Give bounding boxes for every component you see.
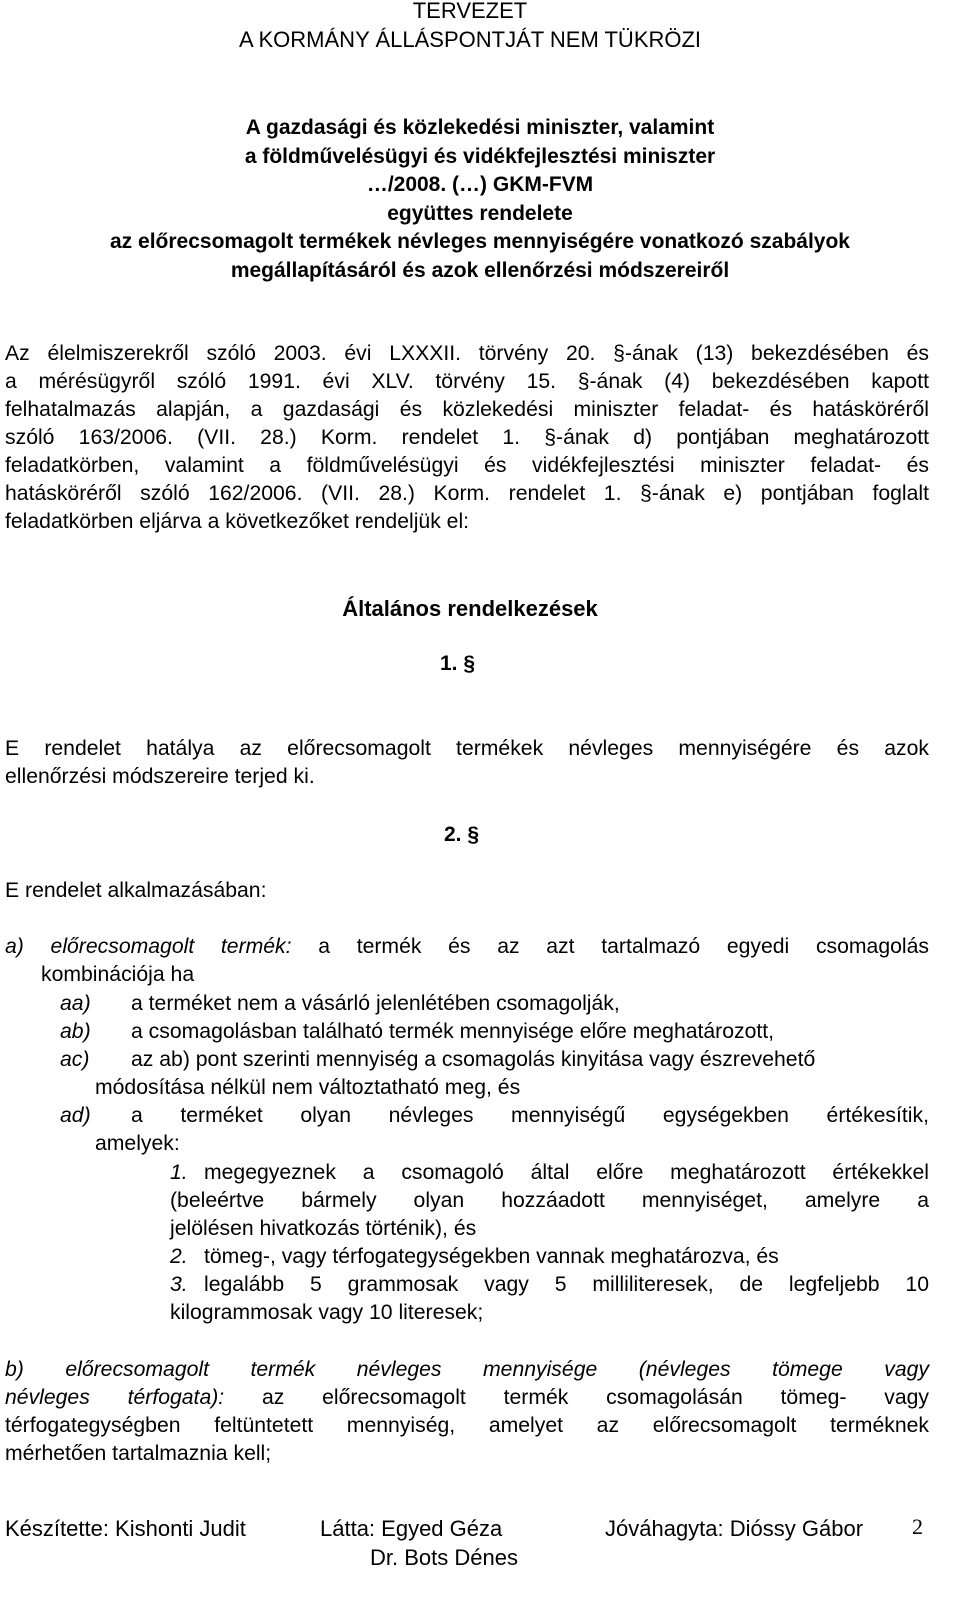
definition-text: az előrecsomagolt termék csomagolásán tömeg- vagy bbox=[261, 1386, 930, 1409]
title-line: a földművelésügyi és vidékfejlesztési miniszter bbox=[244, 145, 716, 168]
definition-b-line bbox=[5, 1356, 929, 1384]
list-item-continuation: amelyek: bbox=[95, 1132, 180, 1155]
section-number: 1. § bbox=[440, 652, 476, 675]
definition-a-line bbox=[5, 933, 929, 961]
definition-b-line bbox=[5, 1384, 929, 1412]
list-item: az ab) pont szerinti mennyiség a csomagolás kinyitása vagy észrevehető bbox=[131, 1048, 816, 1071]
list-item-label: ac) bbox=[60, 1048, 90, 1071]
section-number: 2. § bbox=[444, 823, 480, 846]
sub-item-continuation: (beleértve bármely olyan hozzáadott mennyiséget, amelyre a bbox=[170, 1189, 929, 1212]
paragraph-line: ellenőrzési módszereire terjed ki. bbox=[5, 765, 315, 788]
preamble-line: feladatkörben eljárva a következőket rendeljük el: bbox=[5, 510, 470, 533]
sub-item-continuation: kilogrammosak vagy 10 literesek; bbox=[170, 1301, 484, 1324]
sub-item: megegyeznek a csomagoló által előre meghatározott értékekkel bbox=[204, 1161, 929, 1184]
sub-item-label: 3. bbox=[170, 1273, 188, 1296]
preamble-line: Az élelmiszerekről szóló 2003. évi LXXXII. törvény 20. §-ának (13) bekezdésében és bbox=[5, 342, 929, 365]
list-item: a csomagolásban található termék mennyisége előre meghatározott, bbox=[131, 1020, 775, 1043]
definition-term: előrecsomagolt termék névleges mennyisége (névleges tömege vagy bbox=[65, 1358, 929, 1381]
list-item: a terméket olyan névleges mennyiségű egységekben értékesítik, bbox=[131, 1104, 929, 1127]
definition-label: a) bbox=[5, 935, 24, 958]
definition-term: névleges térfogata): bbox=[5, 1386, 225, 1409]
footer-approved-by-2: Dr. Bots Dénes bbox=[370, 1545, 518, 1570]
title-line: az előrecsomagolt termékek névleges mennyiségére vonatkozó szabályok bbox=[110, 230, 850, 253]
preamble-line: a mérésügyről szóló 1991. évi XLV. törvény 15. §-ának (4) bekezdésében kapott bbox=[5, 370, 929, 393]
definition-label: b) bbox=[5, 1358, 24, 1381]
page-number: 2 bbox=[912, 1514, 923, 1539]
section-heading: Általános rendelkezések bbox=[342, 596, 598, 621]
definition-term: előrecsomagolt termék: bbox=[50, 935, 292, 958]
title-line: megállapításáról és azok ellenőrzési módszereiről bbox=[230, 259, 730, 282]
sub-item-label: 1. bbox=[170, 1161, 188, 1184]
list-item-label: ad) bbox=[60, 1104, 91, 1127]
draft-disclaimer: A KORMÁNY ÁLLÁSPONTJÁT NEM TÜKRÖZI bbox=[238, 27, 702, 52]
sub-item: tömeg-, vagy térfogategységekben vannak meghatározva, és bbox=[204, 1245, 779, 1268]
paragraph-line: E rendelet hatálya az előrecsomagolt termékek névleges mennyiségére és azok bbox=[5, 737, 929, 760]
preamble-line: feladatkörben, valamint a földművelésügyi és vidékfejlesztési miniszter feladat- és bbox=[5, 454, 929, 477]
definition-a-line: kombinációja ha bbox=[41, 963, 195, 986]
title-line: A gazdasági és közlekedési miniszter, valamint bbox=[245, 116, 715, 139]
list-item-label: aa) bbox=[60, 992, 91, 1015]
definition-b-line: térfogategységben feltüntetett mennyiség, amelyet az előrecsomagolt terméknek bbox=[5, 1414, 929, 1437]
title-line: …/2008. (…) GKM-FVM bbox=[366, 173, 594, 196]
footer-prepared-by: Készítette: Kishonti Judit bbox=[5, 1516, 246, 1541]
definition-b-line: mérhetően tartalmaznia kell; bbox=[5, 1442, 272, 1465]
preamble-line: felhatalmazás alapján, a gazdasági és közlekedési miniszter feladat- és hatásköréről bbox=[5, 398, 929, 421]
footer-approved-by: Jóváhagyta: Dióssy Gábor bbox=[605, 1516, 864, 1541]
title-line: együttes rendelete bbox=[387, 202, 573, 225]
sub-item: legalább 5 grammosak vagy 5 milliliteresek, de legfeljebb 10 bbox=[204, 1273, 929, 1296]
draft-label: TERVEZET bbox=[412, 0, 528, 23]
preamble-line: szóló 163/2006. (VII. 28.) Korm. rendelet 1. §-ának d) pontjában meghatározott bbox=[5, 426, 929, 449]
paragraph-line: E rendelet alkalmazásában: bbox=[5, 879, 267, 902]
list-item-label: ab) bbox=[60, 1020, 91, 1043]
footer-reviewed-by: Látta: Egyed Géza bbox=[320, 1516, 503, 1541]
sub-item-continuation: jelölésen hivatkozás történik), és bbox=[170, 1217, 477, 1240]
sub-item-label: 2. bbox=[170, 1245, 188, 1268]
list-item: a terméket nem a vásárló jelenlétében csomagolják, bbox=[131, 992, 620, 1015]
list-item-continuation: módosítása nélkül nem változtatható meg, és bbox=[95, 1076, 521, 1099]
preamble-line: hatásköréről szóló 162/2006. (VII. 28.) Korm. rendelet 1. §-ának e) pontjában foglalt bbox=[5, 482, 929, 505]
definition-text: a termék és az azt tartalmazó egyedi csomagolás bbox=[318, 935, 929, 958]
